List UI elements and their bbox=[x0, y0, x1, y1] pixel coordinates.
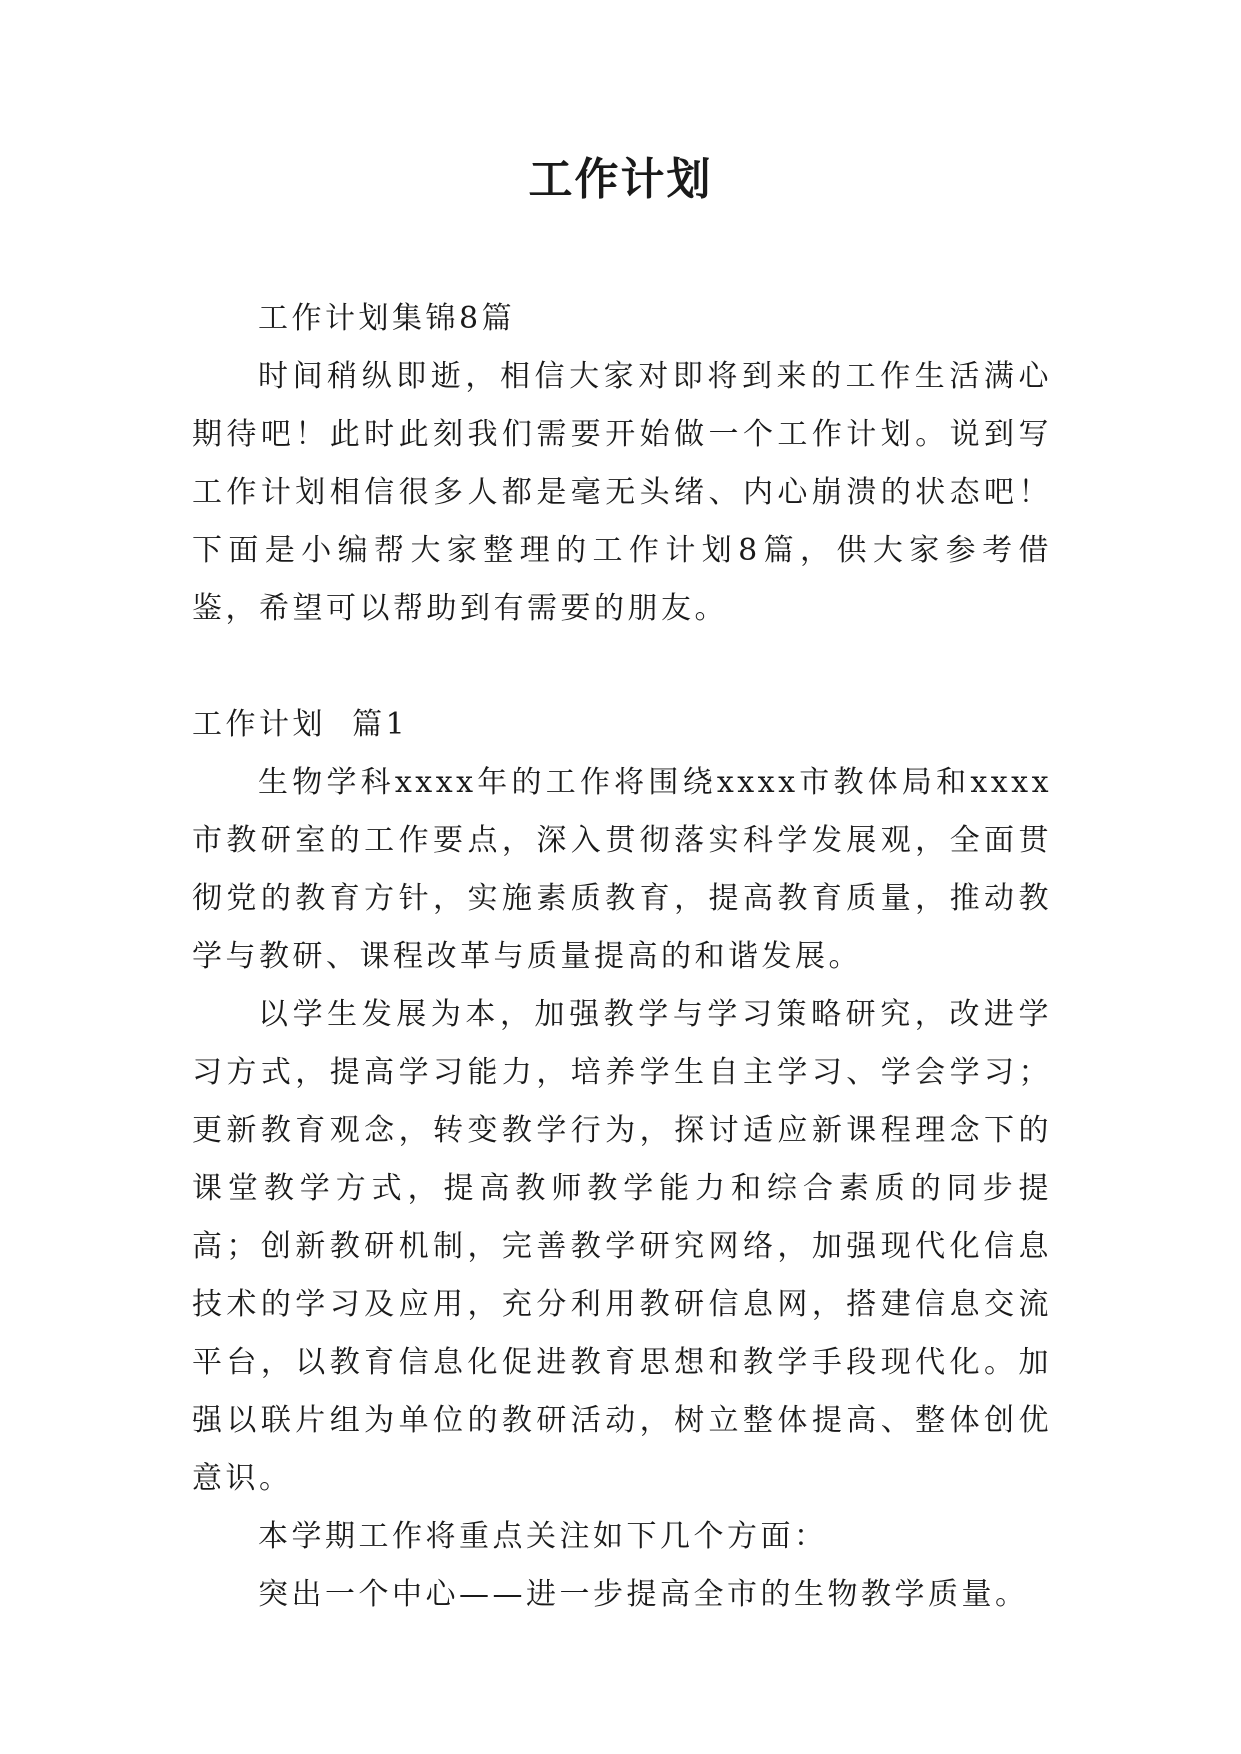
body-paragraph: 突出一个中心——进一步提高全市的生物教学质量。 bbox=[258, 1577, 1029, 1612]
body-paragraph: 生物学科xxxx年的工作将围绕xxxx市教体局和xxxx市教研室的工作要点，深入贯彻落实科学发展观，全面贯彻党的教育方针，实施素质教育，提高教育质量，推动教学与教研、课程改革与质量提高的和谐发展。 bbox=[192, 765, 1052, 974]
section-heading: 工作计划 篇1 bbox=[192, 707, 409, 742]
body-paragraph: 以学生发展为本，加强教学与学习策略研究，改进学习方式，提高学习能力，培养学生自主学习、学会学习；更新教育观念，转变教学行为，探讨适应新课程理念下的课堂教学方式，提高教师教学能力和综合素质的同步提高；创新教研机制，完善教学研究网络，加强现代化信息技术的学习及应用，充分利用教研信息网，搭建信息交流平台，以教育信息化促进教育思想和教学手段现代化。加强以联片组为单位的教研活动，树立整体提高、整体创优意识。 bbox=[192, 997, 1052, 1496]
document-subtitle: 工作计划集锦8篇 bbox=[258, 301, 516, 336]
document-body bbox=[192, 290, 1052, 1624]
intro-paragraph: 时间稍纵即逝，相信大家对即将到来的工作生活满心期待吧！此时此刻我们需要开始做一个工作计划。说到写工作计划相信很多人都是毫无头绪、内心崩溃的状态吧！下面是小编帮大家整理的工作计划8篇，供大家参考借鉴，希望可以帮助到有需要的朋友。 bbox=[192, 359, 1052, 626]
body-paragraph: 本学期工作将重点关注如下几个方面： bbox=[258, 1519, 828, 1554]
document-title: 工作计划 bbox=[528, 154, 713, 205]
